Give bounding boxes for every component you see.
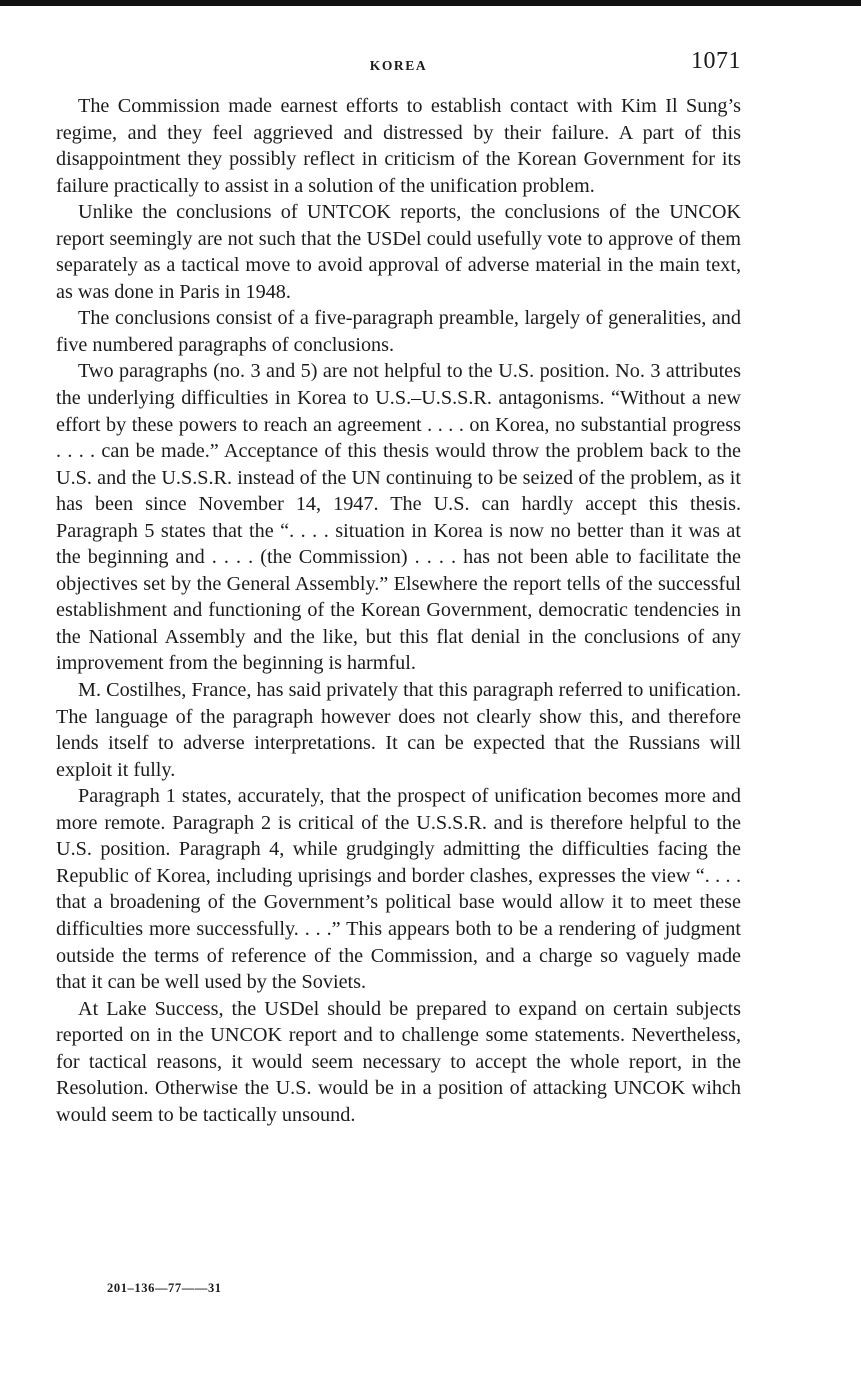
paragraph-commission-efforts: The Commission made earnest efforts to establish contact with Kim Il Sung’s regime, and they feel aggrieved and distressed by their failure. A part of this disappointment they possibly reflect in criticism of the Korean Government for its failure practically to assist in a solution of the unification problem. [56, 95, 741, 197]
page-top-edge [0, 0, 861, 6]
paragraph-other-conclusions: Paragraph 1 states, accurately, that the prospect of unification becomes more and more remote. Paragraph 2 is critical of the U.S.S.R. and is therefore helpful to the U.S. position. Paragraph 4, while grudgingly admitting the difficulties facing the Republic of Korea, including uprisings and border clashes, expresses the view “. . . . that a broadening of the Government’s political base would allow it to meet these difficulties more successfully. . . .” This appears both to be a rendering of judgment outside the terms of reference of the Commission, and a charge so vaguely made that it can be well used by the Soviets. [56, 785, 741, 994]
running-title: KOREA [369, 58, 428, 73]
paragraph-costilhes: M. Costilhes, France, has said privately that this paragraph referred to unification. The language of the paragraph however does not clearly show this, and therefore lends itself to adverse interpretations. It can be expected that the Russians will exploit it fully. [56, 679, 741, 781]
page-number: 1071 [691, 48, 741, 74]
paragraph-unhelpful-paragraphs: Two paragraphs (no. 3 and 5) are not helpful to the U.S. position. No. 3 attributes the underlying difficulties in Korea to U.S.–U.S.S.R. antagonisms. “Without a new effort by these powers to reach an agreement . . . . on Korea, no substantial progress . . . . can be made.” Acceptance of this thesis would throw the problem back to the U.S. and the U.S.S.R. instead of the UN continuing to be seized of the problem, as it has been since November 14, 1947. The U.S. can hardly accept this thesis. Paragraph 5 states that the “. . . . situation in Korea is now no better than it was at the beginning and . . . . (the Commission) . . . . has not been able to facilitate the objectives set by the General Assembly.” Elsewhere the report tells of the successful establishment and functioning of the Korean Government, democratic tendencies in the National Assembly and the like, but this flat denial in the conclusions of any improvement from the beginning is harmful. [56, 360, 741, 675]
paragraph-uncok-conclusions: Unlike the conclusions of UNTCOK reports, the conclusions of the UNCOK report seemingly are not such that the USDel could usefully vote to approve of them separately as a tactical move to avoid approval of adverse material in the main text, as was done in Paris in 1948. [56, 201, 741, 303]
paragraph-conclusions-structure: The conclusions consist of a five-paragraph preamble, largely of generalities, and five numbered paragraphs of conclusions. [56, 307, 741, 356]
running-head [56, 48, 741, 82]
body-text [56, 93, 741, 1128]
print-code: 201–136—77——31 [107, 1281, 222, 1295]
paragraph-lake-success: At Lake Success, the USDel should be prepared to expand on certain subjects reported on in the UNCOK report and to challenge some statements. Nevertheless, for tactical reasons, it would seem necessary to accept the whole report, in the Resolution. Otherwise the U.S. would be in a position of attacking UNCOK wihch would seem to be tactically unsound. [56, 997, 741, 1126]
